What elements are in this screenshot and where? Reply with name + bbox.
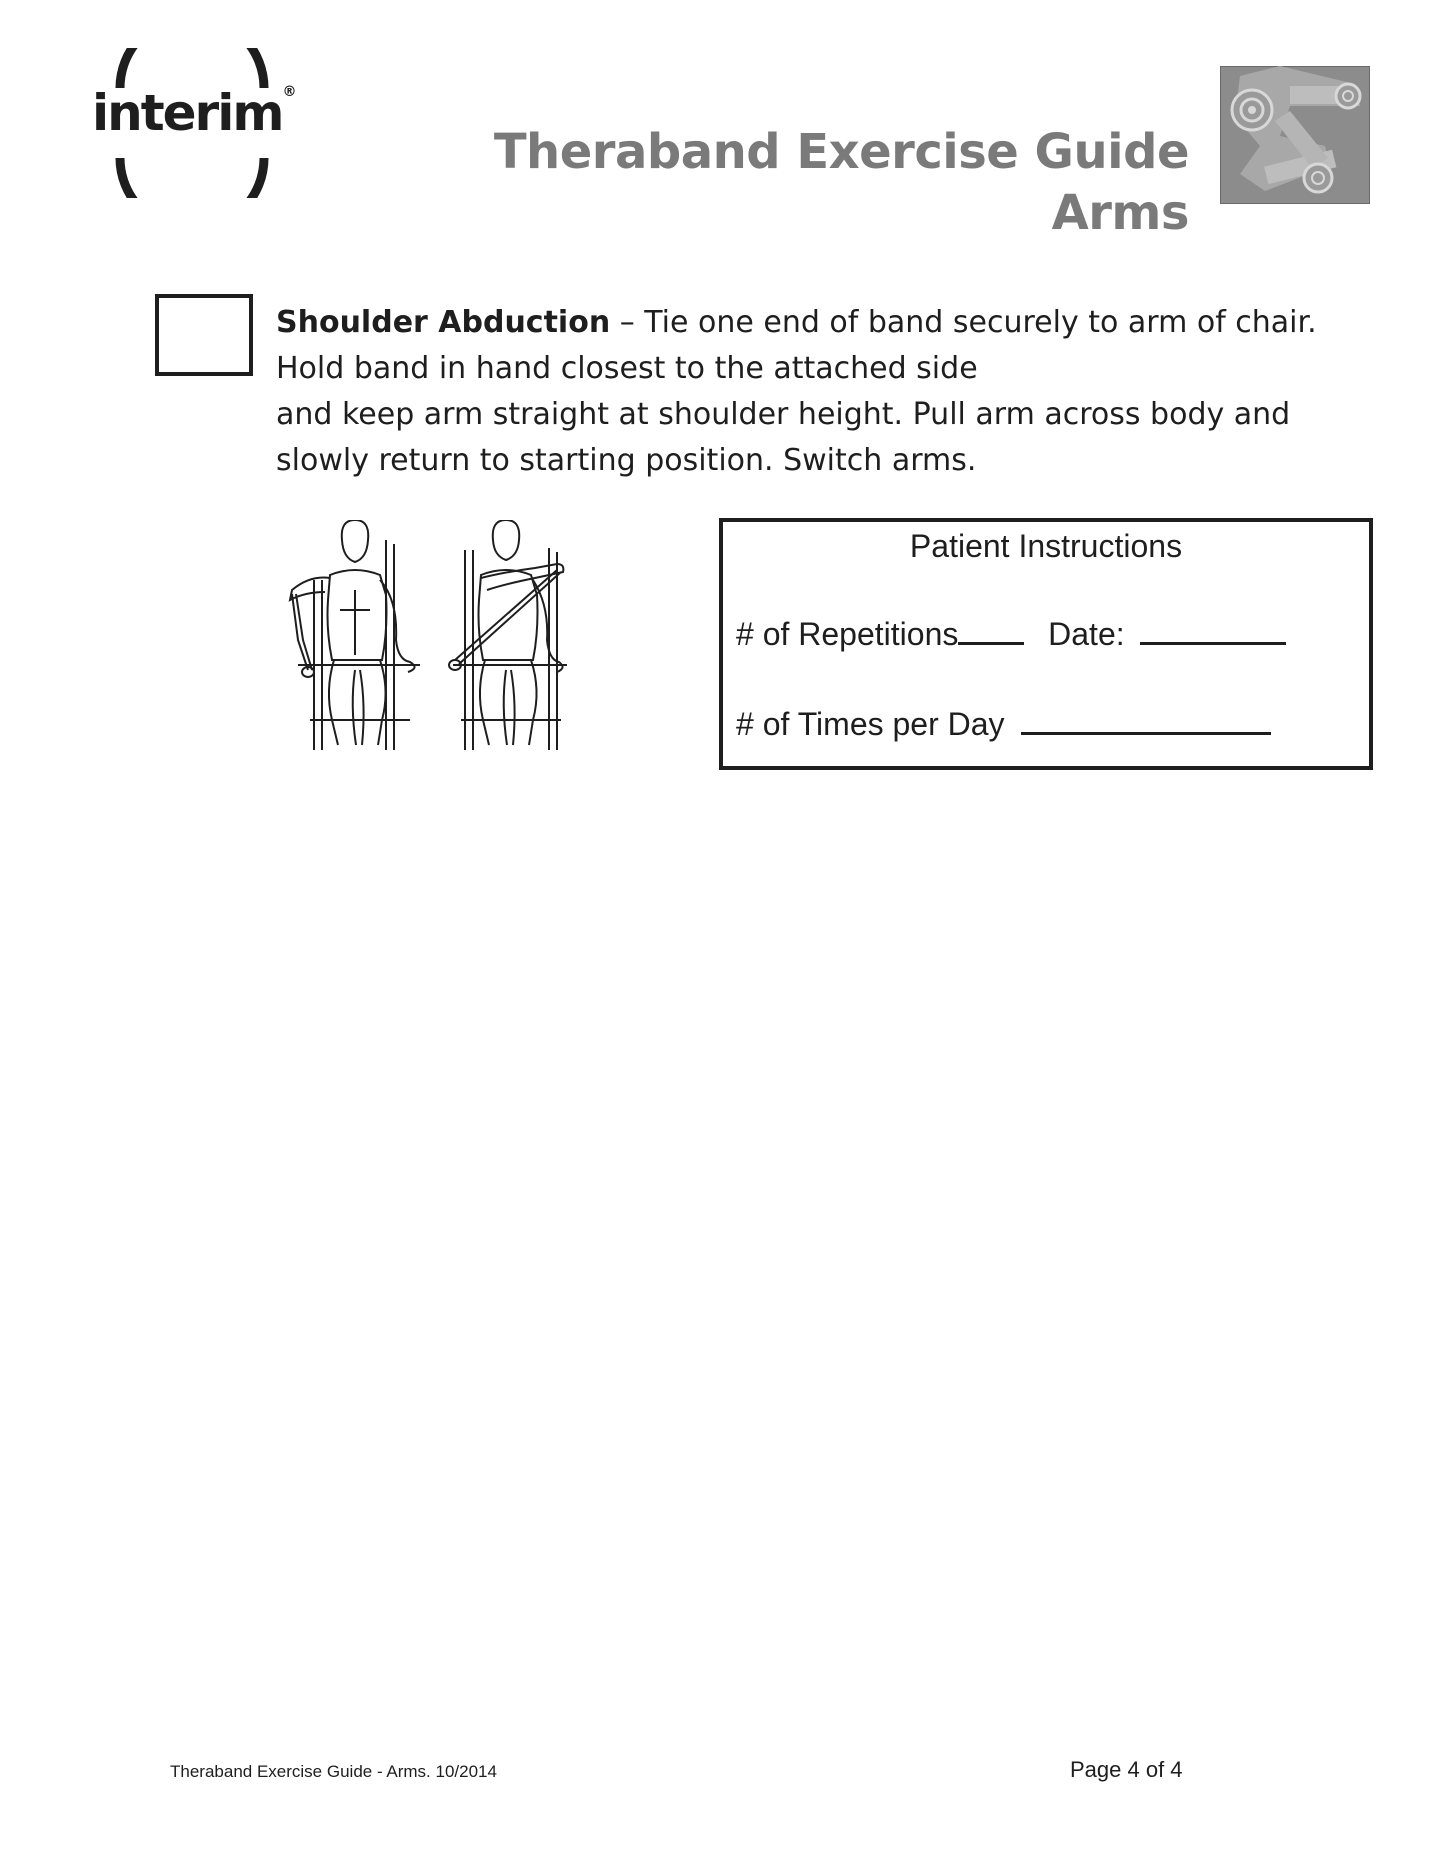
theraband-pulley-emblem-icon	[1220, 66, 1370, 204]
times-per-day-field[interactable]	[1021, 730, 1271, 735]
footer-page-number: Page 4 of 4	[1070, 1757, 1183, 1782]
description-line-4: slowly return to starting position. Switch arms.	[276, 443, 977, 478]
page-title	[494, 122, 1189, 244]
figure-left	[290, 520, 420, 750]
footer-document-info: Theraband Exercise Guide - Arms. 10/2014	[170, 1762, 497, 1781]
title-line-2: Arms	[1051, 185, 1189, 241]
patient-instructions-box	[719, 518, 1373, 770]
instructions-title: Patient Instructions	[909, 528, 1183, 564]
repetitions-label: # of Repetitions	[736, 616, 959, 652]
description-line-2: Hold band in hand closest to the attached side	[276, 351, 978, 386]
date-field[interactable]	[1140, 640, 1286, 645]
title-line-1: Theraband Exercise Guide	[493, 124, 1189, 180]
repetitions-field[interactable]	[958, 640, 1024, 645]
date-label: Date:	[1048, 616, 1125, 652]
exercise-checkbox[interactable]	[155, 294, 253, 376]
seated-band-exercise-illustration-icon	[270, 520, 610, 752]
logo-text: interim	[92, 84, 283, 142]
logo-wordmark	[92, 84, 295, 142]
times-per-day-row	[736, 706, 1271, 743]
name-dash: –	[610, 305, 645, 340]
repetitions-row	[736, 616, 1286, 653]
exercise-description	[276, 300, 1356, 484]
description-text-1: Tie one end of band securely to arm of chair.	[644, 305, 1317, 340]
description-line-3: and keep arm straight at shoulder height. Pull arm across body and	[276, 397, 1291, 432]
figure-right	[449, 520, 567, 750]
exercise-name: Shoulder Abduction	[276, 305, 611, 340]
description-line-1	[276, 300, 1356, 346]
times-per-day-label: # of Times per Day	[736, 706, 1005, 742]
logo-registered-mark: ®	[282, 84, 295, 100]
